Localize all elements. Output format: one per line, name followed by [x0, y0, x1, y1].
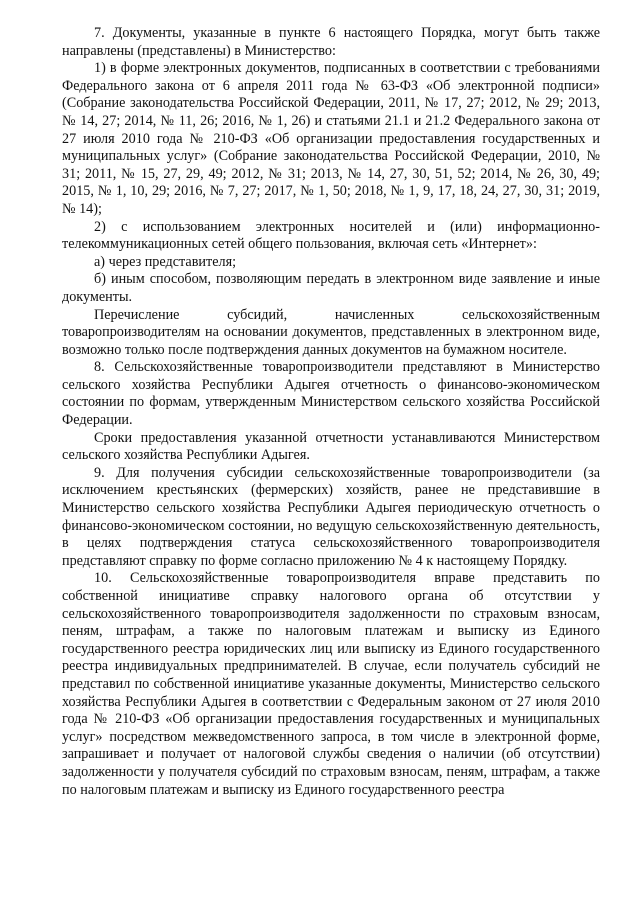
paragraph-subsidy-transfer: Перечисление субсидий, начисленных сельскохозяйственным товаропроизводителям на основании документов, представленных в электронном виде, возможно только после подтверждения данных документов на бумажном носителе.	[62, 306, 600, 358]
paragraph-7-item-1: 1) в форме электронных документов, подписанных в соответствии с требованиями Федерального закона от 6 апреля 2011 года № 63-ФЗ «Об электронной подписи» (Собрание законодательства Российской Федерации, 2011, № 17, 27; 2012, № 29; 2013, № 14, 27; 2014, № 11, 26; 2016, № 1, 26) и статьями 21.1 и 21.2 Федерального закона от 27 июля 2010 года № 210-ФЗ «Об организации предоставления государственных и муниципальных услуг» (Собрание законодательства Российской Федерации, 2010, № 31; 2011, № 15, 27, 29, 49; 2012, № 31; 2013, № 14, 27, 30, 51, 52; 2014, № 26, 30, 49; 2015, № 1, 10, 29; 2016, № 7, 27; 2017, № 1, 50; 2018, № 1, 9, 17, 18, 24, 27, 30, 31; 2019, № 14);	[62, 60, 600, 217]
document-page	[62, 25, 600, 895]
paragraph-reporting-deadlines: Сроки предоставления указанной отчетности устанавливаются Министерством сельского хозяйства Республики Адыгея.	[62, 429, 600, 464]
paragraph-7: 7. Документы, указанные в пункте 6 настоящего Порядка, могут быть также направлены (представлены) в Министерство:	[62, 25, 600, 59]
paragraph-7-item-2a: а) через представителя;	[94, 253, 237, 270]
paragraph-9: 9. Для получения субсидии сельскохозяйственные товаропроизводители (за исключением крестьянских (фермерских) хозяйств, ранее не представившие в Министерство сельского хозяйства Республики Адыгея периодическую отчетность о финансово-экономическом состоянии, но ведущую сельскохозяйственную деятельность, в целях подтверждения статуса сельскохозяйственного товаропроизводителя представляют справку по форме согласно приложению № 4 к настоящему Порядку.	[62, 464, 600, 569]
paragraph-10: 10. Сельскохозяйственные товаропроизводителя вправе представить по собственной инициативе справку налогового органа об отсутствии у сельскохозяйственного товаропроизводителя задолженности по страховым взносам, пеням, штрафам, а также по налоговым платежам и выписку из Единого государственного реестра юридических лиц или выписку из Единого государственного реестра индивидуальных предпринимателей. В случае, если получатель субсидий не представил по собственной инициативе указанные документы, Министерство сельского хозяйства Республики Адыгея в соответствии с Федеральным законом от 27 июля 2010 года № 210-ФЗ «Об организации предоставления государственных и муниципальных услуг» посредством межведомственного запроса, в том числе в электронной форме, запрашивает и получает от налоговой службы сведения о наличии (об отсутствии) задолженности у получателя субсидий по страховым взносам, пеням, штрафам, а также по налоговым платежам и выписку из Единого государственного реестра	[62, 570, 600, 798]
paragraph-7-item-2: 2) с использованием электронных носителей и (или) информационно-телекоммуникационных сетей общего пользования, включая сеть «Интернет»:	[62, 218, 600, 253]
paragraph-8: 8. Сельскохозяйственные товаропроизводители представляют в Министерство сельского хозяйства Республики Адыгея отчетность о финансово-экономическом состоянии по формам, утвержденным Министерством сельского хозяйства Российской Федерации.	[62, 359, 600, 429]
paragraph-7-item-2b: б) иным способом, позволяющим передать в электронном виде заявление и иные документы.	[62, 271, 600, 305]
